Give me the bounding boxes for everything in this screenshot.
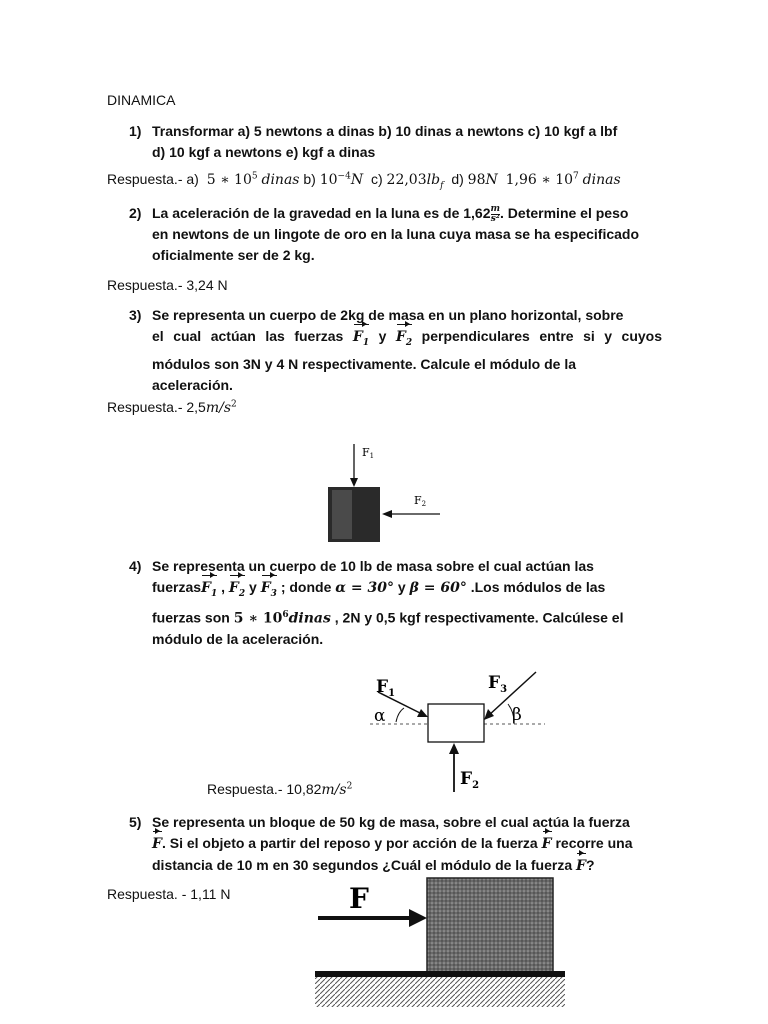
figure-4-diagram (360, 664, 550, 794)
f-arrowhead (409, 909, 427, 927)
question-2 (0, 203, 768, 269)
answer-2: Respuesta.- 3,24 N (107, 277, 228, 293)
alpha-label: α (374, 706, 386, 726)
figure-3-diagram (318, 432, 448, 547)
answer-4: Respuesta.- $10,82m/s^2$ (207, 781, 353, 798)
vector-f: F (576, 856, 586, 877)
vector-f: F (152, 834, 162, 855)
page-title: DINAMICA (107, 92, 176, 108)
question-number: 1) (129, 123, 142, 139)
f-label: F (349, 882, 369, 915)
vector-f2: $F_2$ (396, 327, 412, 354)
f3-label: $F_3$ (488, 673, 508, 695)
answer-1: Respuesta.- a) 5 ∗ $10^5$ dinas b) $10^{-4}N$ c) $22,03lb_f$ d) 98N 1,96 ∗ $10^7$ dinas (107, 171, 621, 191)
vector-f1: $F_1$ (201, 578, 217, 605)
question-text: Se representa un cuerpo de 10 lb de masa sobre el cual actúan las fuerzasF$_1$ , $F_2$ y $F_3$ ; donde α = 30° y β = 60° .Los módulos de las fuerzas son 5 ∗ $10^6dinas$ , 2N y 0,5 kgf respectivamente. Calcúlese el módulo de la aceleración. (152, 558, 624, 648)
fraction: $\frac{m}{\text{s²}}$ (490, 203, 501, 224)
question-text: La aceleración de la gravedad en la luna es de 1,62 $\frac{m}{\text{s²}}$ . Determine el peso en newtons de un lingote de oro en la luna cuya masa se ha especificado oficialmente ser de 2 kg. (152, 203, 640, 263)
answer-3: Respuesta.- $2,5m/s^2$ (107, 399, 237, 416)
vector-f2: $F_2$ (229, 578, 245, 605)
f2-arrowhead (449, 743, 459, 754)
question-5 (0, 812, 768, 878)
vector-f1: $F_1$ (353, 327, 369, 354)
question-number: 2) (129, 205, 142, 221)
question-number: 4) (129, 558, 142, 574)
beta-label: β (512, 705, 522, 725)
f2-label: F2 (414, 494, 427, 508)
vector-f3: $F_3$ (261, 578, 277, 605)
f1-arrowhead (350, 478, 358, 487)
block (427, 878, 553, 972)
ground-hatch (315, 977, 565, 1007)
question-text: Transformar a) 5 newtons a dinas b) 10 dinas a newtons c) 10 kgf a lbf d) 10 kgf a newtons e) kgf a dinas (152, 123, 618, 160)
question-4 (0, 556, 768, 648)
alpha-arc (396, 708, 404, 722)
question-number: 3) (129, 307, 142, 323)
question-number: 5) (129, 814, 142, 830)
question-3 (0, 305, 768, 391)
answer-5: Respuesta. - 1,11 N (107, 886, 231, 902)
question-text: Se representa un bloque de 50 kg de masa, sobre el cual actúa la fuerza F. Si el objeto a partir del reposo y por acción de la fuerza F recorre una distancia de 10 m en 30 segundos ¿Cuál el módulo de la fuerza F? (152, 812, 662, 877)
question-1 (0, 121, 768, 163)
f3-arrowhead (484, 709, 494, 720)
f1-label: F1 (362, 446, 375, 460)
figure-5-diagram (315, 874, 565, 1024)
block-highlight (332, 490, 352, 539)
ground-line (315, 971, 565, 977)
vector-f: F (542, 834, 552, 855)
f1-label: $F_1$ (376, 677, 396, 699)
question-text: Se representa un cuerpo de 2kg de masa en un plano horizontal, sobre el cual actúan las fuerzas $F_1$ y $F_2$ perpendiculares entre si y cuyos módulos son 3N y 4 N respectivamente. Calcule el módulo de la aceleración. (152, 307, 663, 393)
block (428, 704, 484, 742)
f2-label: $F_2$ (460, 769, 480, 791)
f2-arrowhead (382, 510, 392, 518)
